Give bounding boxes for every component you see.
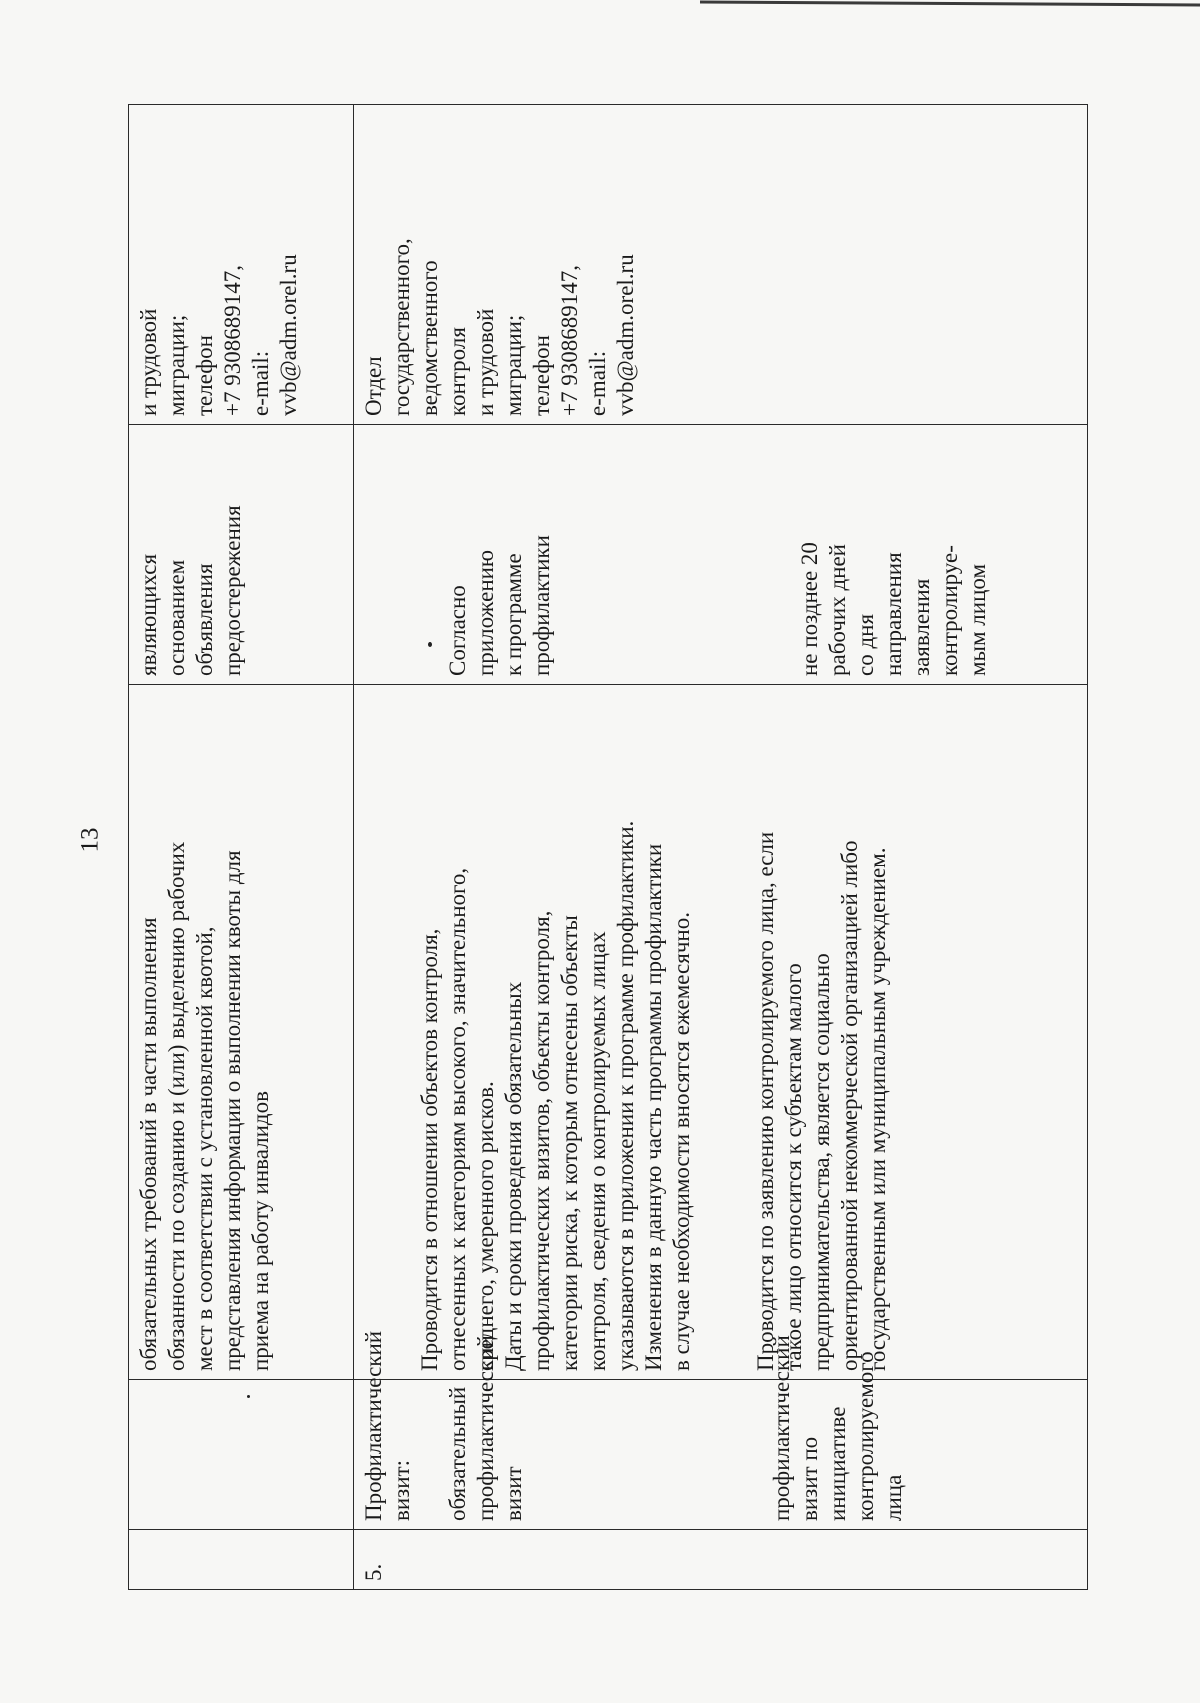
rotated-table-container [128,105,1088,1590]
text-line: со дня [853,613,878,676]
cell-deadline-continued [129,425,354,685]
text-line: государственного, [389,238,414,416]
text-line: и трудовой [136,308,161,416]
text-line: мест в соответствии с установленной квотой, [192,926,217,1371]
text-line: Отдел [361,356,386,416]
text-line: телефон [192,335,217,416]
cell-description-continued [129,685,354,1380]
text-line: контролируемого [853,1351,878,1521]
text-line: рабочих дней [825,544,850,676]
text-line: +7 9308689147, [557,265,582,416]
text-line: обязательный [445,1386,470,1521]
text-line: предостережения [220,505,245,676]
text-line: инициативе [825,1406,850,1521]
text-line: предпринимательства, является социально [809,953,834,1371]
text-line: представления информации о выполнении квоты для [220,850,245,1371]
text-line: Согласно [445,585,470,676]
text-line: приема на работу инвалидов [248,1091,273,1371]
cell-description [354,685,1088,1380]
text-line: профилактики [529,535,554,676]
text-line: не позднее 20 [797,542,822,676]
control-measures-table [128,104,1088,1590]
text-line: указываются в приложении к программе профилактики. [613,820,638,1371]
text-line: и трудовой [473,308,498,416]
text-line: ведомственного [417,260,442,416]
text-line: обязательных требований в части выполнения [136,917,161,1371]
text-line: Даты и сроки проведения обязательных [501,981,526,1371]
cell-deadline [354,425,1088,685]
text-line: мым лицом [965,563,990,676]
text-line: являющихся [136,553,161,676]
text-line: контроля [445,327,470,416]
table-row-5 [354,105,1088,1590]
text-line: в случае необходимости вносятся ежемесячно. [669,912,694,1371]
cell-responsible-continued [129,105,354,425]
cell-responsible [354,105,1088,425]
text-line: обязанности по созданию и (или) выделению рабочих [164,841,189,1371]
text-line: категории риска, к которым отнесены объекты [557,915,582,1371]
row-number: 5. [361,1563,386,1581]
text-line: Проводится в отношении объектов контроля, [417,928,442,1371]
text-line: vvb@adm.orel.ru [613,254,638,416]
text-line: объявления [192,563,217,676]
text-line: vvb@adm.orel.ru [276,254,301,416]
text-line: основанием [164,559,189,676]
text-line: к программе [501,553,526,676]
text-line: e-mail: [585,350,610,416]
text-line: контролируе- [937,545,962,676]
text-line: телефон [529,335,554,416]
text-line: приложению [473,549,498,676]
text-line: отнесенных к категориям высокого, значительного, [445,867,470,1371]
text-line: профилактический [473,1335,498,1521]
cell-number-empty [129,1530,354,1590]
cell-measure-name [354,1330,1088,1530]
text-line: визит по [797,1436,822,1521]
text-line: миграции; [501,314,526,416]
text-line: среднего, умеренного рисков. [473,1081,498,1371]
text-line: визит: [389,1459,414,1521]
cell-number [354,1530,1088,1590]
text-line: Проводится по заявлению контролируемого лица, если [753,831,778,1371]
text-line: +7 9308689147, [220,265,245,416]
text-line: Изменения в данную часть программы профилактики [641,843,666,1371]
text-line: государственным или муниципальным учреждением. [865,847,890,1371]
table-row-continuation [129,105,354,1590]
text-line: e-mail: [248,350,273,416]
text-line: такое лицо относится к субъектам малого [781,963,806,1371]
text-line: ориентированной некоммерческой организацией либо [837,840,862,1371]
text-line: профилактический [769,1335,794,1521]
cell-measure-empty [129,1380,354,1530]
scan-edge-line [700,0,1200,6]
text-line: лица [881,1474,906,1521]
text-line: миграции; [164,314,189,416]
text-line: заявления [909,578,934,676]
page-number: 13 [76,827,104,853]
text-line: визит [501,1466,526,1521]
text-line: контроля, сведения о контролируемых лицах [585,931,610,1371]
text-line: Профилактический [361,1330,386,1521]
text-line: направления [881,552,906,676]
text-line: профилактических визитов, объекты контроля, [529,910,554,1371]
